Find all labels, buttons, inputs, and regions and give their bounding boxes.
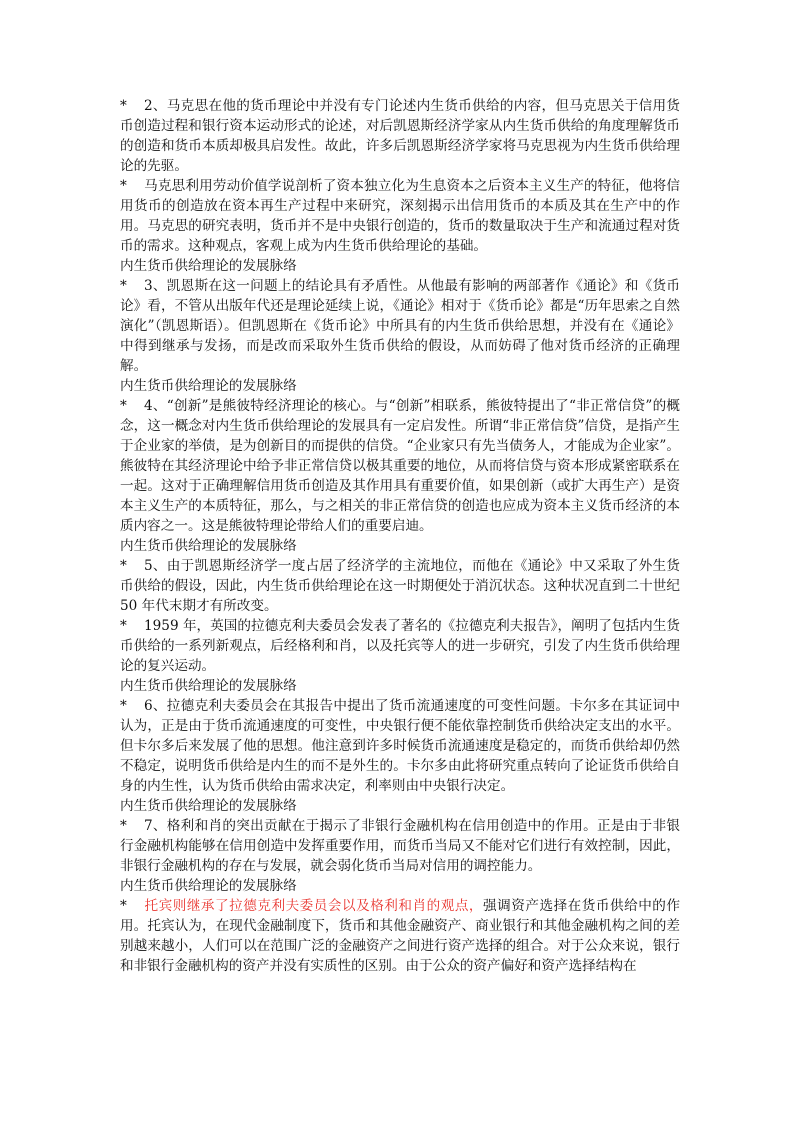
section-heading: 内生货币供给理论的发展脉络	[120, 378, 297, 394]
bullet-marker: *	[120, 898, 127, 914]
bullet-marker: *	[120, 618, 127, 634]
paragraph-schumpeter	[120, 396, 680, 536]
section-heading: 内生货币供给理论的发展脉络	[120, 538, 297, 554]
highlighted-text: 托宾则继承了拉德克利夫委员会以及格利和肖的观点，	[144, 898, 484, 914]
section-heading: 内生货币供给理论的发展脉络	[120, 798, 297, 814]
paragraph-text: 3、凯恩斯在这一问题上的结论具有矛盾性。从他最有影响的两部著作《通论》和《货币论》看，不管从出版年代还是理论延续上说，《通论》相对于《货币论》都是“历年思索之自然演化”（凯恩斯语）。但凯恩斯在《货币论》中所具有的内生货币供给思想，并没有在《通论》中得到继承与发扬，而是改而采取外生货币供给的假设，从而妨碍了他对货币经济的正确理解。	[120, 278, 680, 374]
paragraph-text: 4、“创新”是熊彼特经济理论的核心。与“创新”相联系，熊彼特提出了“非正常信贷”的概念，这一概念对内生货币供给理论的发展具有一定启发性。所谓“非正常信贷”信贷，是指产生于企业家的举债，是为创新目的而提供的信贷。“企业家只有先当债务人，才能成为企业家”。熊彼特在其经济理论中给予非正常信贷以极其重要的地位，从而将信贷与资本形成紧密联系在一起。这对于正确理解信用货币创造及其作用具有重要价值，如果创新（或扩大再生产）是资本主义生产的本质特征，那么，与之相关的非正常信贷的创造也应成为资本主义货币经济的本质内容之一。这是熊彼特理论带给人们的重要启迪。	[120, 398, 680, 534]
paragraph-kaldor	[120, 696, 680, 796]
paragraph-text: 强调资产选择在货币供给中的作用。托宾认为，在现代金融制度下，货币和其他金融资产、商业银行和其他金融机构之间的差别越来越小，人们可以在范围广泛的金融资产之间进行资产选择的组合。对于公众来说，银行和非银行金融机构的资产并没有实质性的区别。由于公众的资产偏好和资产选择结构在	[120, 898, 681, 974]
section-heading: 内生货币供给理论的发展脉络	[120, 258, 297, 274]
paragraph-tobin	[120, 896, 680, 976]
paragraph-text: 马克思利用劳动价值学说剖析了资本独立化为生息资本之后资本主义生产的特征，他将信用货币的创造放在资本再生产过程中来研究，深刻揭示出信用货币的本质及其在生产中的作用。马克思的研究表明，货币并不是中央银行创造的，货币的数量取决于生产和流通过程对货币的需求。这种观点，客观上成为内生货币供给理论的基础。	[120, 178, 680, 254]
bullet-marker: *	[120, 818, 127, 834]
paragraph-text: 2、马克思在他的货币理论中并没有专门论述内生货币供给的内容，但马克思关于信用货币创造过程和银行资本运动形式的论述，对后凯恩斯经济学家从内生货币供给的角度理解货币的创造和货币本质却极具启发性。故此，许多后凯恩斯经济学家将马克思视为内生货币供给理论的先驱。	[120, 98, 680, 174]
paragraph-text: 6、拉德克利夫委员会在其报告中提出了货币流通速度的可变性问题。卡尔多在其证词中认为，正是由于货币流通速度的可变性，中央银行便不能依靠控制货币供给决定支出的水平。但卡尔多后来发展了他的思想。他注意到许多时候货币流通速度是稳定的，而货币供给却仍然不稳定，说明货币供给是内生的而不是外生的。卡尔多由此将研究重点转向了论证货币供给自身的内生性，认为货币供给由需求决定，利率则由中央银行决定。	[120, 698, 680, 794]
paragraph-text: 1959 年，英国的拉德克利夫委员会发表了著名的《拉德克利夫报告》，阐明了包括内生货币供给的一系列新观点，后经格利和肖，以及托宾等人的进一步研究，引发了内生货币供给理论的复兴运动。	[120, 618, 680, 674]
paragraph-marx-2	[120, 176, 680, 256]
paragraph-text: 5、由于凯恩斯经济学一度占居了经济学的主流地位，而他在《通论》中又采取了外生货币供给的假设，因此，内生货币供给理论在这一时期便处于消沉状态。这种状况直到二十世纪 50 年代末期才有所改变。	[120, 558, 680, 614]
bullet-marker: *	[120, 178, 127, 194]
paragraph-keynesian-mainstream	[120, 556, 680, 616]
paragraph-marx-1	[120, 96, 680, 176]
paragraph-gurley-shaw	[120, 816, 680, 876]
document-page	[120, 96, 680, 976]
paragraph-keynes	[120, 276, 680, 376]
section-heading: 内生货币供给理论的发展脉络	[120, 878, 297, 894]
bullet-marker: *	[120, 98, 127, 114]
section-heading: 内生货币供给理论的发展脉络	[120, 678, 297, 694]
bullet-marker: *	[120, 398, 127, 414]
bullet-marker: *	[120, 278, 127, 294]
bullet-marker: *	[120, 698, 127, 714]
paragraph-text: 7、格利和肖的突出贡献在于揭示了非银行金融机构在信用创造中的作用。正是由于非银行金融机构能够在信用创造中发挥重要作用，而货币当局又不能对它们进行有效控制，因此，非银行金融机构的存在与发展，就会弱化货币当局对信用的调控能力。	[120, 818, 680, 874]
bullet-marker: *	[120, 558, 127, 574]
paragraph-radcliffe-report	[120, 616, 680, 676]
